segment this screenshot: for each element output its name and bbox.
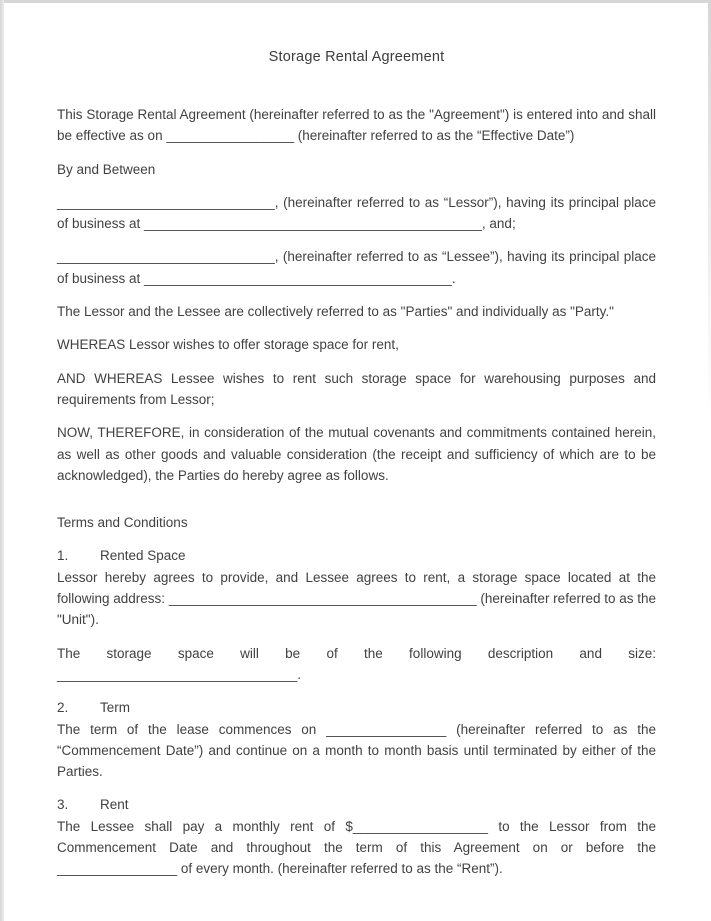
section-term-heading <box>57 697 656 718</box>
scan-edge-left <box>0 0 4 921</box>
lessee-paragraph: _____________________________, (hereinafter referred to as “Lessee”), having its principal place of business at _________________________________________. <box>57 249 656 286</box>
section-number: 3. <box>57 797 69 813</box>
section-title: Rent <box>100 797 129 813</box>
section-rented-space-body: Lessor hereby agrees to provide, and Lessee agrees to rent, a storage space located at the following address: _________________________________________ (hereinafter referred to as the "Unit"). <box>57 569 656 628</box>
by-and-between-label: By and Between <box>57 161 156 177</box>
terms-and-conditions-heading: Terms and Conditions <box>57 515 188 531</box>
whereas-lessee-paragraph: AND WHEREAS Lessee wishes to rent such storage space for warehousing purposes and requirements from Lessor; <box>57 370 656 407</box>
section-rent <box>57 794 656 879</box>
storage-description-paragraph: The storage space will be of the following description and size: ________________________________. <box>57 645 656 682</box>
section-rent-body: The Lessee shall pay a monthly rent of $__________________ to the Lessor from the Commencement Date and throughout the term of this Agreement on or before the ________________ of every month. (hereinafter referred to as the “Rent”). <box>57 818 656 877</box>
section-rent-heading <box>57 794 656 815</box>
section-rented-space <box>57 545 656 630</box>
section-title: Term <box>100 700 130 716</box>
whereas-lessor-paragraph: WHEREAS Lessor wishes to offer storage space for rent, <box>57 337 399 353</box>
now-therefore-paragraph: NOW, THEREFORE, in consideration of the mutual covenants and commitments contained herein, as well as other goods and valuable consideration (the receipt and sufficiency of which are to be acknowledged), the Parties do hereby agree as follows. <box>57 425 656 483</box>
section-number: 2. <box>57 700 69 716</box>
section-number: 1. <box>57 548 69 564</box>
section-rented-space-heading <box>57 545 656 566</box>
section-term-body: The term of the lease commences on ________________ (hereinafter referred to as the “Commencement Date”) and continue on a month to month basis until terminated by either of the Parties. <box>57 721 656 780</box>
intro-paragraph: This Storage Rental Agreement (hereinafter referred to as the "Agreement") is entered into and shall be effective as on _________________ (hereinafter referred to as the “Effective Date”) <box>57 107 656 144</box>
document-title: Storage Rental Agreement <box>268 49 445 65</box>
lessor-paragraph: _____________________________, (hereinafter referred to as “Lessor”), having its principal place of business at _____________________________________________, and; <box>57 194 656 232</box>
section-title: Rented Space <box>100 548 186 564</box>
section-term <box>57 697 656 782</box>
parties-paragraph: The Lessor and the Lessee are collectively referred to as "Parties" and individually as "Party." <box>57 304 614 320</box>
scan-edge-top <box>0 0 711 3</box>
